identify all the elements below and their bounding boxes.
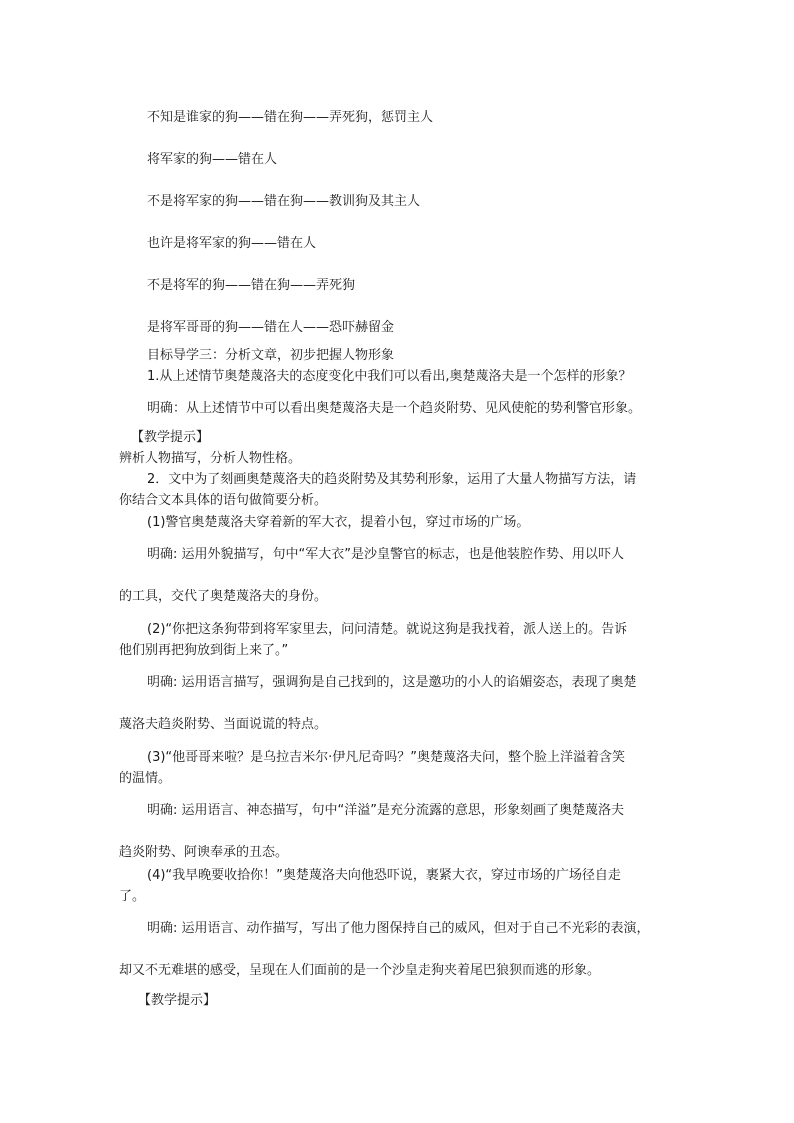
answer-text: 蔑洛夫趋炎附势、当面说谎的特点。 bbox=[119, 717, 328, 732]
quote-text: (3)“他哥哥来啦？是乌拉吉米尔·伊凡尼奇吗？”奥楚蔑洛夫问，整个脸上洋溢着含笑 bbox=[147, 750, 626, 765]
answer-text: 趋炎附势、阿谀奉承的丑态。 bbox=[119, 845, 289, 860]
question-text: 你结合文本具体的语句做简要分析。 bbox=[119, 493, 328, 508]
text-line: 辨析人物描写，分析人物性格。 bbox=[119, 451, 302, 466]
answer-text: 明确: 运用语言、动作描写，写出了他力图保持自己的威风，但对于自己不光彩的表演， bbox=[147, 921, 650, 936]
quote-text: (1)警官奥楚蔑洛夫穿着新的军大衣，提着小包，穿过市场的广场。 bbox=[147, 515, 530, 530]
answer-text: 却又不无难堪的感受，呈现在人们面前的是一个沙皇走狗夹着尾巴狼狈而逃的形象。 bbox=[119, 963, 601, 978]
teaching-tip-heading: 【教学提示】 bbox=[131, 430, 210, 445]
quote-text: 了。 bbox=[119, 889, 146, 904]
quote-text: (2)“你把这条狗带到将军家里去，问问清楚。就说这狗是我找着，派人送上的。告诉 bbox=[147, 622, 628, 637]
text-line: 不是将军的狗——错在狗——弄死狗 bbox=[147, 278, 356, 293]
quote-text: 的温情。 bbox=[119, 771, 172, 786]
section-heading: 目标导学三：分析文章，初步把握人物形象 bbox=[147, 348, 395, 363]
text-line: 是将军哥哥的狗——错在人——恐吓赫留金 bbox=[147, 320, 395, 335]
question-text: 1.从上述情节奥楚蔑洛夫的态度变化中我们可以看出,奥楚蔑洛夫是一个怎样的形象？ bbox=[147, 369, 632, 384]
teaching-tip-heading: 【教学提示】 bbox=[138, 993, 217, 1008]
answer-text: 的工具，交代了奥楚蔑洛夫的身份。 bbox=[119, 589, 328, 604]
text-line: 不是将军家的狗——错在狗——教训狗及其主人 bbox=[147, 194, 421, 209]
answer-text: 明确: 运用语言描写，强调狗是自己找到的，这是邀功的小人的谄媚姿态，表现了奥楚 bbox=[147, 675, 637, 690]
answer-text: 明确：从上述情节中可以看出奥楚蔑洛夫是一个趋炎附势、见风使舵的势利警官形象。 bbox=[147, 401, 642, 416]
text-line: 也许是将军家的狗——错在人 bbox=[147, 236, 317, 251]
quote-text: 他们别再把狗放到街上来了。” bbox=[119, 643, 289, 658]
text-line: 将军家的狗——错在人 bbox=[147, 152, 278, 167]
question-text: 2．文中为了刻画奥楚蔑洛夫的趋炎附势及其势利形象，运用了大量人物描写方法，请 bbox=[147, 472, 637, 487]
quote-text: (4)“我早晚要收拾你！”奥楚蔑洛夫向他恐吓说，裹紧大衣，穿过市场的广场径自走 bbox=[147, 868, 621, 883]
answer-text: 明确: 运用外貌描写，句中“军大衣”是沙皇警官的标志，也是他装腔作势、用以吓人 bbox=[147, 547, 624, 562]
answer-text: 明确: 运用语言、神态描写，句中“洋溢”是充分流露的意思，形象刻画了奥楚蔑洛夫 bbox=[147, 803, 624, 818]
text-line: 不知是谁家的狗——错在狗——弄死狗，惩罚主人 bbox=[147, 110, 434, 125]
